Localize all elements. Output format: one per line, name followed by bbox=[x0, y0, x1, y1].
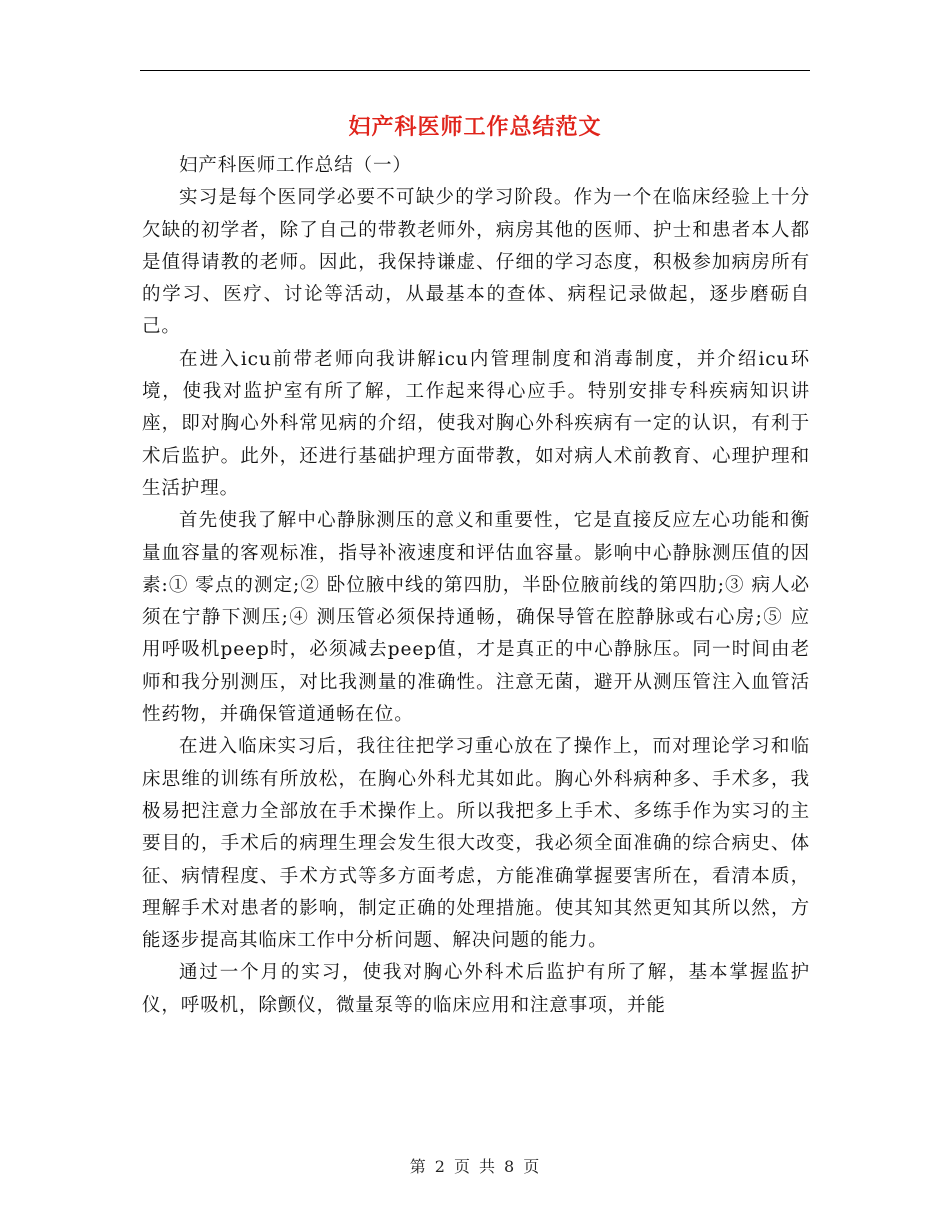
document-title: 妇产科医师工作总结范文 bbox=[348, 115, 602, 140]
page-footer bbox=[0, 1154, 950, 1177]
page-label-suffix: 页 bbox=[523, 1157, 541, 1176]
paragraph: 首先使我了解中心静脉测压的意义和重要性，它是直接反应左心功能和衡量血容量的客观标准，指导补液速度和评估血容量。影响中心静脉测压值的因素:① 零点的测定;② 卧位腋中线的第四肋，半卧位腋前线的第四肋;③ 病人必须在宁静下测压;④ 测压管必须保持通畅，确保导管在腔静脉或右心房;⑤ 应用呼吸机peep时，必须减去peep值，才是真正的中心静脉压。同一时间由老师和我分别测压，对比我测量的准确性。注意无菌，避开从测压管注入血管活性药物，并确保管道通畅在位。 bbox=[142, 510, 810, 726]
header-rule bbox=[140, 70, 810, 71]
section-heading: 妇产科医师工作总结（一） bbox=[179, 155, 412, 176]
paragraph: 通过一个月的实习，使我对胸心外科术后监护有所了解，基本掌握监护仪，呼吸机，除颤仪，微量泵等的临床应用和注意事项，并能 bbox=[142, 962, 810, 1016]
document-body bbox=[142, 150, 810, 1022]
current-page-number: 2 bbox=[434, 1157, 446, 1176]
paragraph: 实习是每个医同学必要不可缺少的学习阶段。作为一个在临床经验上十分欠缺的初学者，除了自己的带教老师外，病房其他的医师、护士和患者本人都是值得请教的老师。因此，我保持谦虚、仔细的学习态度，积极参加病房所有的学习、医疗、讨论等活动，从最基本的查体、病程记录做起，逐步磨砺自己。 bbox=[142, 187, 810, 338]
page-label-mid1: 页 bbox=[453, 1157, 471, 1176]
paragraph: 在进入临床实习后，我往往把学习重心放在了操作上，而对理论学习和临床思维的训练有所放松，在胸心外科尤其如此。胸心外科病种多、手术多，我极易把注意力全部放在手术操作上。所以我把多上手术、多练手作为实习的主要目的，手术后的病理生理会发生很大改变，我必须全面准确的综合病史、体征、病情程度、手术方式等多方面考虑，方能准确掌握要害所在，看清本质，理解手术对患者的影响，制定正确的处理措施。使其知其然更知其所以然，方能逐步提高其临床工作中分析问题、解决问题的能力。 bbox=[142, 736, 810, 952]
total-pages-number: 8 bbox=[504, 1157, 516, 1176]
paragraph: 在进入icu前带老师向我讲解icu内管理制度和消毒制度，并介绍icu环境，使我对监护室有所了解，工作起来得心应手。特别安排专科疾病知识讲座，即对胸心外科常见病的介绍，使我对胸心外科疾病有一定的认识，有利于术后监护。此外，还进行基础护理方面带教，如对病人术前教育、心理护理和生活护理。 bbox=[142, 348, 810, 499]
page-label-prefix: 第 bbox=[409, 1157, 427, 1176]
page-label-mid2: 共 bbox=[479, 1157, 497, 1176]
